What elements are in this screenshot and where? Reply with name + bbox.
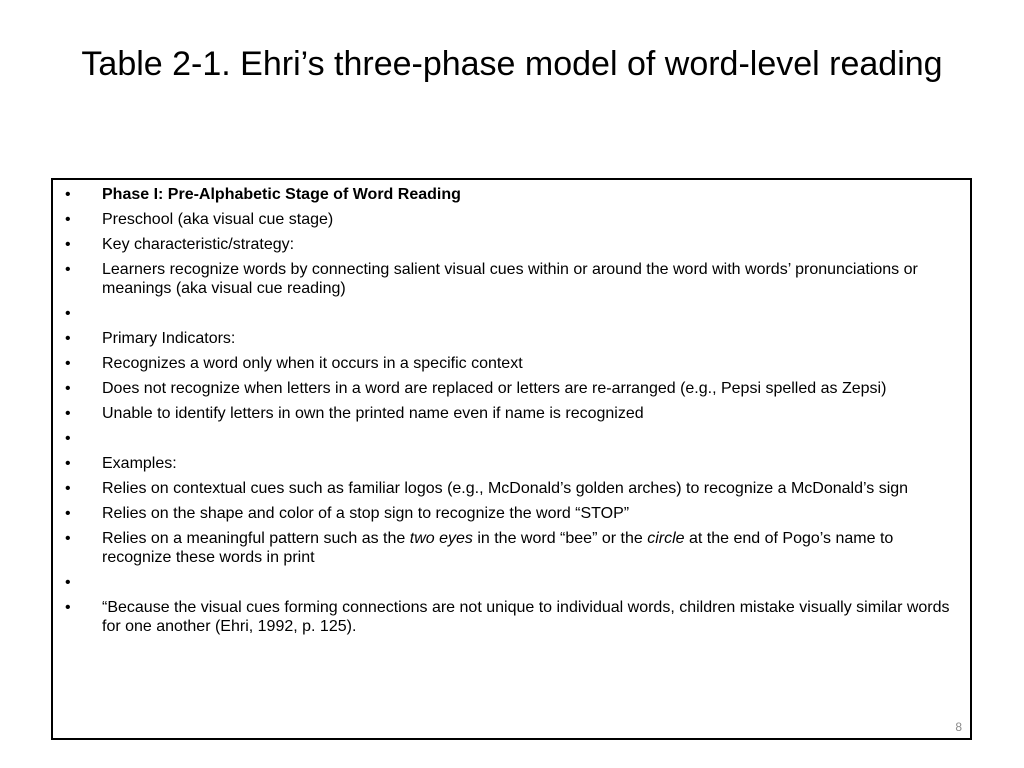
bullet-text (102, 530, 893, 566)
bullet-text-segment: Does not recognize when letters in a word are replaced or letters are re-arranged (e.g., Pepsi spelled as Zepsi) (102, 380, 887, 397)
bullet-dot-icon: • (65, 261, 71, 278)
bullet-text (102, 186, 461, 203)
bullet-item (63, 404, 958, 423)
bullet-dot-icon: • (65, 305, 71, 322)
page-number: 8 (955, 720, 962, 734)
bullet-dot-icon: • (65, 330, 71, 347)
bullet-item (63, 185, 958, 204)
bullet-item (63, 573, 958, 592)
bullet-text-segment: Recognizes a word only when it occurs in a specific context (102, 355, 523, 372)
bullet-text-segment: “Because the visual cues forming connections are not unique to individual words, children mistake visually similar words for one another (Ehri, 1992, p. 125). (102, 599, 950, 635)
bullet-item (63, 329, 958, 348)
bullet-text (102, 480, 908, 497)
bullet-dot-icon: • (65, 455, 71, 472)
bullet-dot-icon: • (65, 236, 71, 253)
bullet-item (63, 354, 958, 373)
bullet-text-segment: in the word “bee” or the (472, 530, 648, 547)
slide-title: Table 2-1. Ehri’s three-phase model of word-level reading (81, 45, 943, 83)
bullet-item (63, 429, 958, 448)
bullet-text (102, 236, 294, 253)
bullet-dot-icon: • (65, 480, 71, 497)
bullet-item (63, 454, 958, 473)
bullet-text-segment: Learners recognize words by connecting salient visual cues within or around the word with words’ pronunciations or meanings (aka visual cue reading) (102, 261, 918, 297)
bullet-item (63, 379, 958, 398)
bullet-text-italic: circle (647, 530, 685, 547)
bullet-dot-icon: • (65, 599, 71, 616)
bullet-text (102, 405, 644, 422)
bullet-text (102, 330, 235, 347)
bullet-text-segment: Primary Indicators: (102, 330, 236, 347)
bullet-list (63, 185, 958, 642)
bullet-dot-icon: • (65, 405, 71, 422)
bullet-item (63, 598, 958, 636)
bullet-item (63, 479, 958, 498)
bullet-dot-icon: • (65, 574, 71, 591)
bullet-text (102, 455, 177, 472)
bullet-item (63, 504, 958, 523)
bullet-text-segment: Relies on contextual cues such as familiar logos (e.g., McDonald’s golden arches) to recognize a McDonald’s sign (102, 480, 909, 497)
bullet-text-segment: Key characteristic/strategy: (102, 236, 295, 253)
bullet-dot-icon: • (65, 355, 71, 372)
bullet-item (63, 260, 958, 298)
bullet-text-segment: Examples: (102, 455, 177, 472)
bullet-text (102, 261, 918, 297)
bullet-text (102, 599, 950, 635)
bullet-text-segment: Relies on the shape and color of a stop sign to recognize the word “STOP” (102, 505, 630, 522)
bullet-text-segment: Preschool (aka visual cue stage) (102, 211, 334, 228)
bullet-dot-icon: • (65, 211, 71, 228)
bullet-text-italic: two eyes (409, 530, 473, 547)
content-box (51, 178, 972, 740)
bullet-item (63, 235, 958, 254)
bullet-text (102, 505, 629, 522)
bullet-dot-icon: • (65, 530, 71, 547)
bullet-dot-icon: • (65, 505, 71, 522)
bullet-dot-icon: • (65, 186, 71, 203)
bullet-text-segment: Relies on a meaningful pattern such as the (102, 530, 410, 547)
bullet-text-segment: at the end of Pogo’s name to recognize these words in print (102, 530, 894, 566)
bullet-text-segment: Unable to identify letters in own the printed name even if name is recognized (102, 405, 644, 422)
bullet-text (102, 355, 523, 372)
bullet-item (63, 529, 958, 567)
bullet-dot-icon: • (65, 430, 71, 447)
bullet-dot-icon: • (65, 380, 71, 397)
bullet-item (63, 304, 958, 323)
bullet-text-segment: Phase I: Pre-Alphabetic Stage of Word Reading (102, 186, 461, 203)
bullet-text (102, 380, 886, 397)
bullet-item (63, 210, 958, 229)
bullet-text (102, 211, 333, 228)
